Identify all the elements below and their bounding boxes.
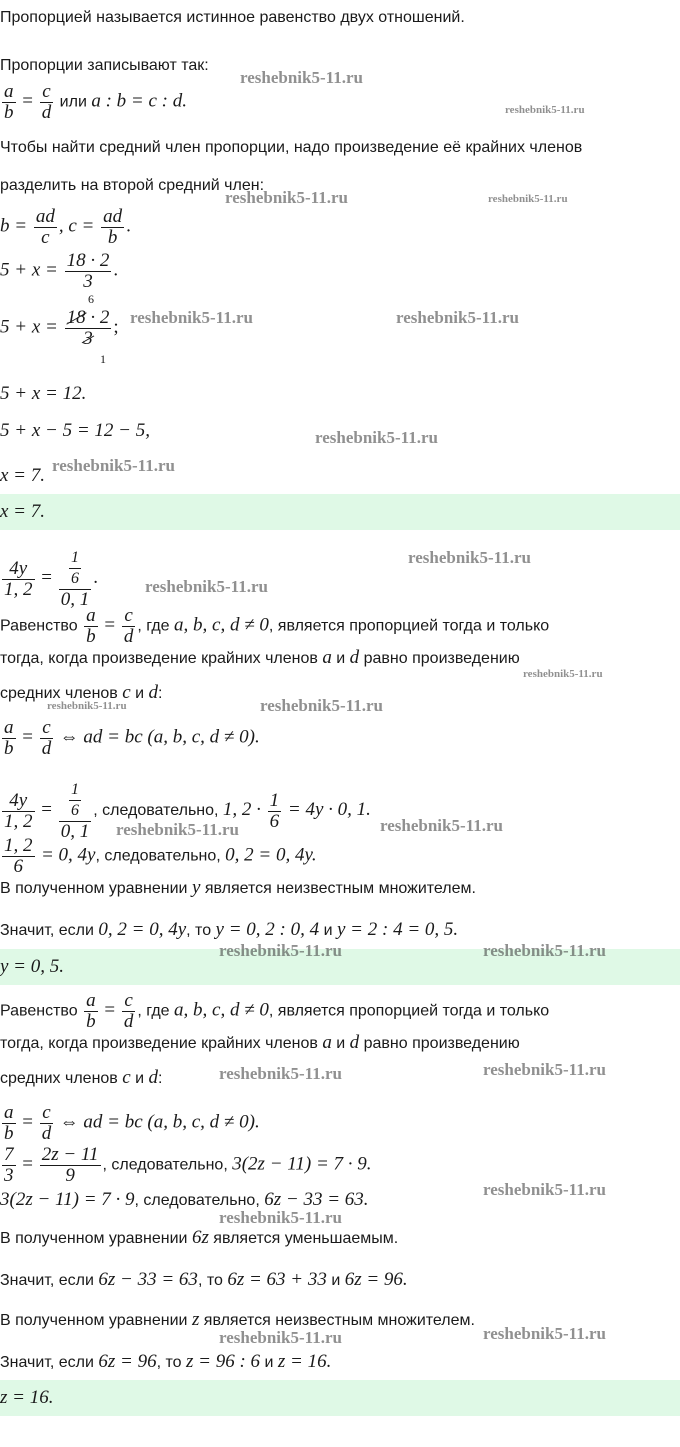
rule-text: Чтобы найти средний член пропорции, надо произведение её крайних членов [0,139,583,156]
proportion-notation-label: Пропорции записывают так: [0,57,209,74]
middle-term-formula: b = $\frac{ad}{c}$ , c = $\frac{ad}{b}$ . [0,206,131,248]
watermark: reshebnik5-11.ru [408,548,531,567]
task3-theory-3: средних членов c и d: [0,1067,163,1088]
task2-answer: y = 0, 5. [0,956,65,977]
watermark: reshebnik5-11.ru [145,577,268,596]
watermark: reshebnik5-11.ru [219,1328,342,1347]
task1-step3: 5 + x = 12. [0,383,87,404]
watermark: reshebnik5-11.ru [523,668,603,680]
answer-highlight-3 [0,1380,680,1416]
answer-highlight-1 [0,494,680,530]
task3-minuend: В полученном уравнении 6z является уменьшаемым. [0,1227,399,1248]
watermark: reshebnik5-11.ru [483,1180,606,1199]
task3-answer: z = 16. [0,1387,54,1408]
watermark: reshebnik5-11.ru [225,188,348,207]
watermark: reshebnik5-11.ru [488,193,568,205]
watermark: reshebnik5-11.ru [219,1064,342,1083]
task3-theory-2: тогда, когда произведение крайних членов a и d равно произведению [0,1032,520,1053]
task2-theory-1: Равенство $\frac{a}{b}$ = $\frac{c}{d}$ , где a, b, c, d ≠ 0, является пропорцией тогда и только [0,605,550,647]
task1-step1: 5 + x = $\frac{18 \cdot 2}{3}$ . [0,250,119,292]
watermark: reshebnik5-11.ru [396,308,519,327]
task1-step5: x = 7. [0,465,46,486]
task1-step2: 5 + x = $\frac{18 \cdot 2}{3}$ ; [0,307,119,349]
task2-step2: $\frac{1, 2}{6}$ = 0, 4y, следовательно, 0, 2 = 0, 4y. [4,835,317,877]
task3-conclusion-1: Значит, если 6z − 33 = 63, то 6z = 63 + 33 и 6z = 96. [0,1269,408,1290]
watermark: reshebnik5-11.ru [483,1324,606,1343]
task1-step4: 5 + x − 5 = 12 − 5, [0,420,150,441]
watermark: reshebnik5-11.ru [52,456,175,475]
watermark: reshebnik5-11.ru [315,428,438,447]
task2-conclusion: Значит, если 0, 2 = 0, 4y, то y = 0, 2 : 0, 4 и y = 2 : 4 = 0, 5. [0,919,459,940]
task3-step1: $\frac{7}{3}$ = $\frac{2z - 11}{9}$ , следовательно, 3(2z − 11) = 7 · 9. [4,1144,372,1186]
watermark: reshebnik5-11.ru [260,696,383,715]
watermark: reshebnik5-11.ru [47,700,127,712]
task3-iff: $\frac{a}{b}$ = $\frac{c}{d}$ ⇔ ad = bc (a, b, c, d ≠ 0). [4,1102,260,1144]
rule-text-2: разделить на второй средний член: [0,177,265,194]
definition-text: Пропорцией называется истинное равенство двух отношений. [0,9,465,26]
watermark: reshebnik5-11.ru [483,941,606,960]
task2-equation: $\frac{4y}{1, 2}$ = $\frac{\frac{1}{6}}{0, 1}$ . [4,549,98,610]
task2-step1: $\frac{4y}{1, 2}$ = $\frac{\frac{1}{6}}{0, 1}$ , следовательно, 1, 2 · $\frac{1}{6}$ = 4y · 0, 1. [4,781,371,842]
watermark: reshebnik5-11.ru [505,104,585,116]
task3-theory-1: Равенство $\frac{a}{b}$ = $\frac{c}{d}$ , где a, b, c, d ≠ 0, является пропорцией тогда и только [0,990,550,1032]
watermark: reshebnik5-11.ru [219,941,342,960]
watermark: reshebnik5-11.ru [116,820,239,839]
task2-unknown: В полученном уравнении y является неизвестным множителем. [0,877,476,898]
task2-theory-2: тогда, когда произведение крайних членов a и d равно произведению [0,647,520,668]
task3-conclusion-2: Значит, если 6z = 96, то z = 96 : 6 и z = 16. [0,1351,332,1372]
task3-unknown: В полученном уравнении z является неизвестным множителем. [0,1309,475,1330]
reduced-denominator: 1 [100,352,106,366]
task2-iff: $\frac{a}{b}$ = $\frac{c}{d}$ ⇔ ad = bc (a, b, c, d ≠ 0). [4,717,260,759]
watermark: reshebnik5-11.ru [240,68,363,87]
proportion-notation: $\frac{a}{b}$ = $\frac{c}{d}$ или a : b = c : d. [4,81,188,123]
watermark: reshebnik5-11.ru [380,816,503,835]
task3-step2: 3(2z − 11) = 7 · 9, следовательно, 6z − 33 = 63. [0,1189,369,1210]
task1-answer: x = 7. [0,501,46,522]
watermark: reshebnik5-11.ru [483,1060,606,1079]
watermark: reshebnik5-11.ru [130,308,253,327]
task2-theory-3: средних членов c и d: [0,682,163,703]
reduced-numerator: 6 [88,292,94,306]
watermark: reshebnik5-11.ru [219,1208,342,1227]
